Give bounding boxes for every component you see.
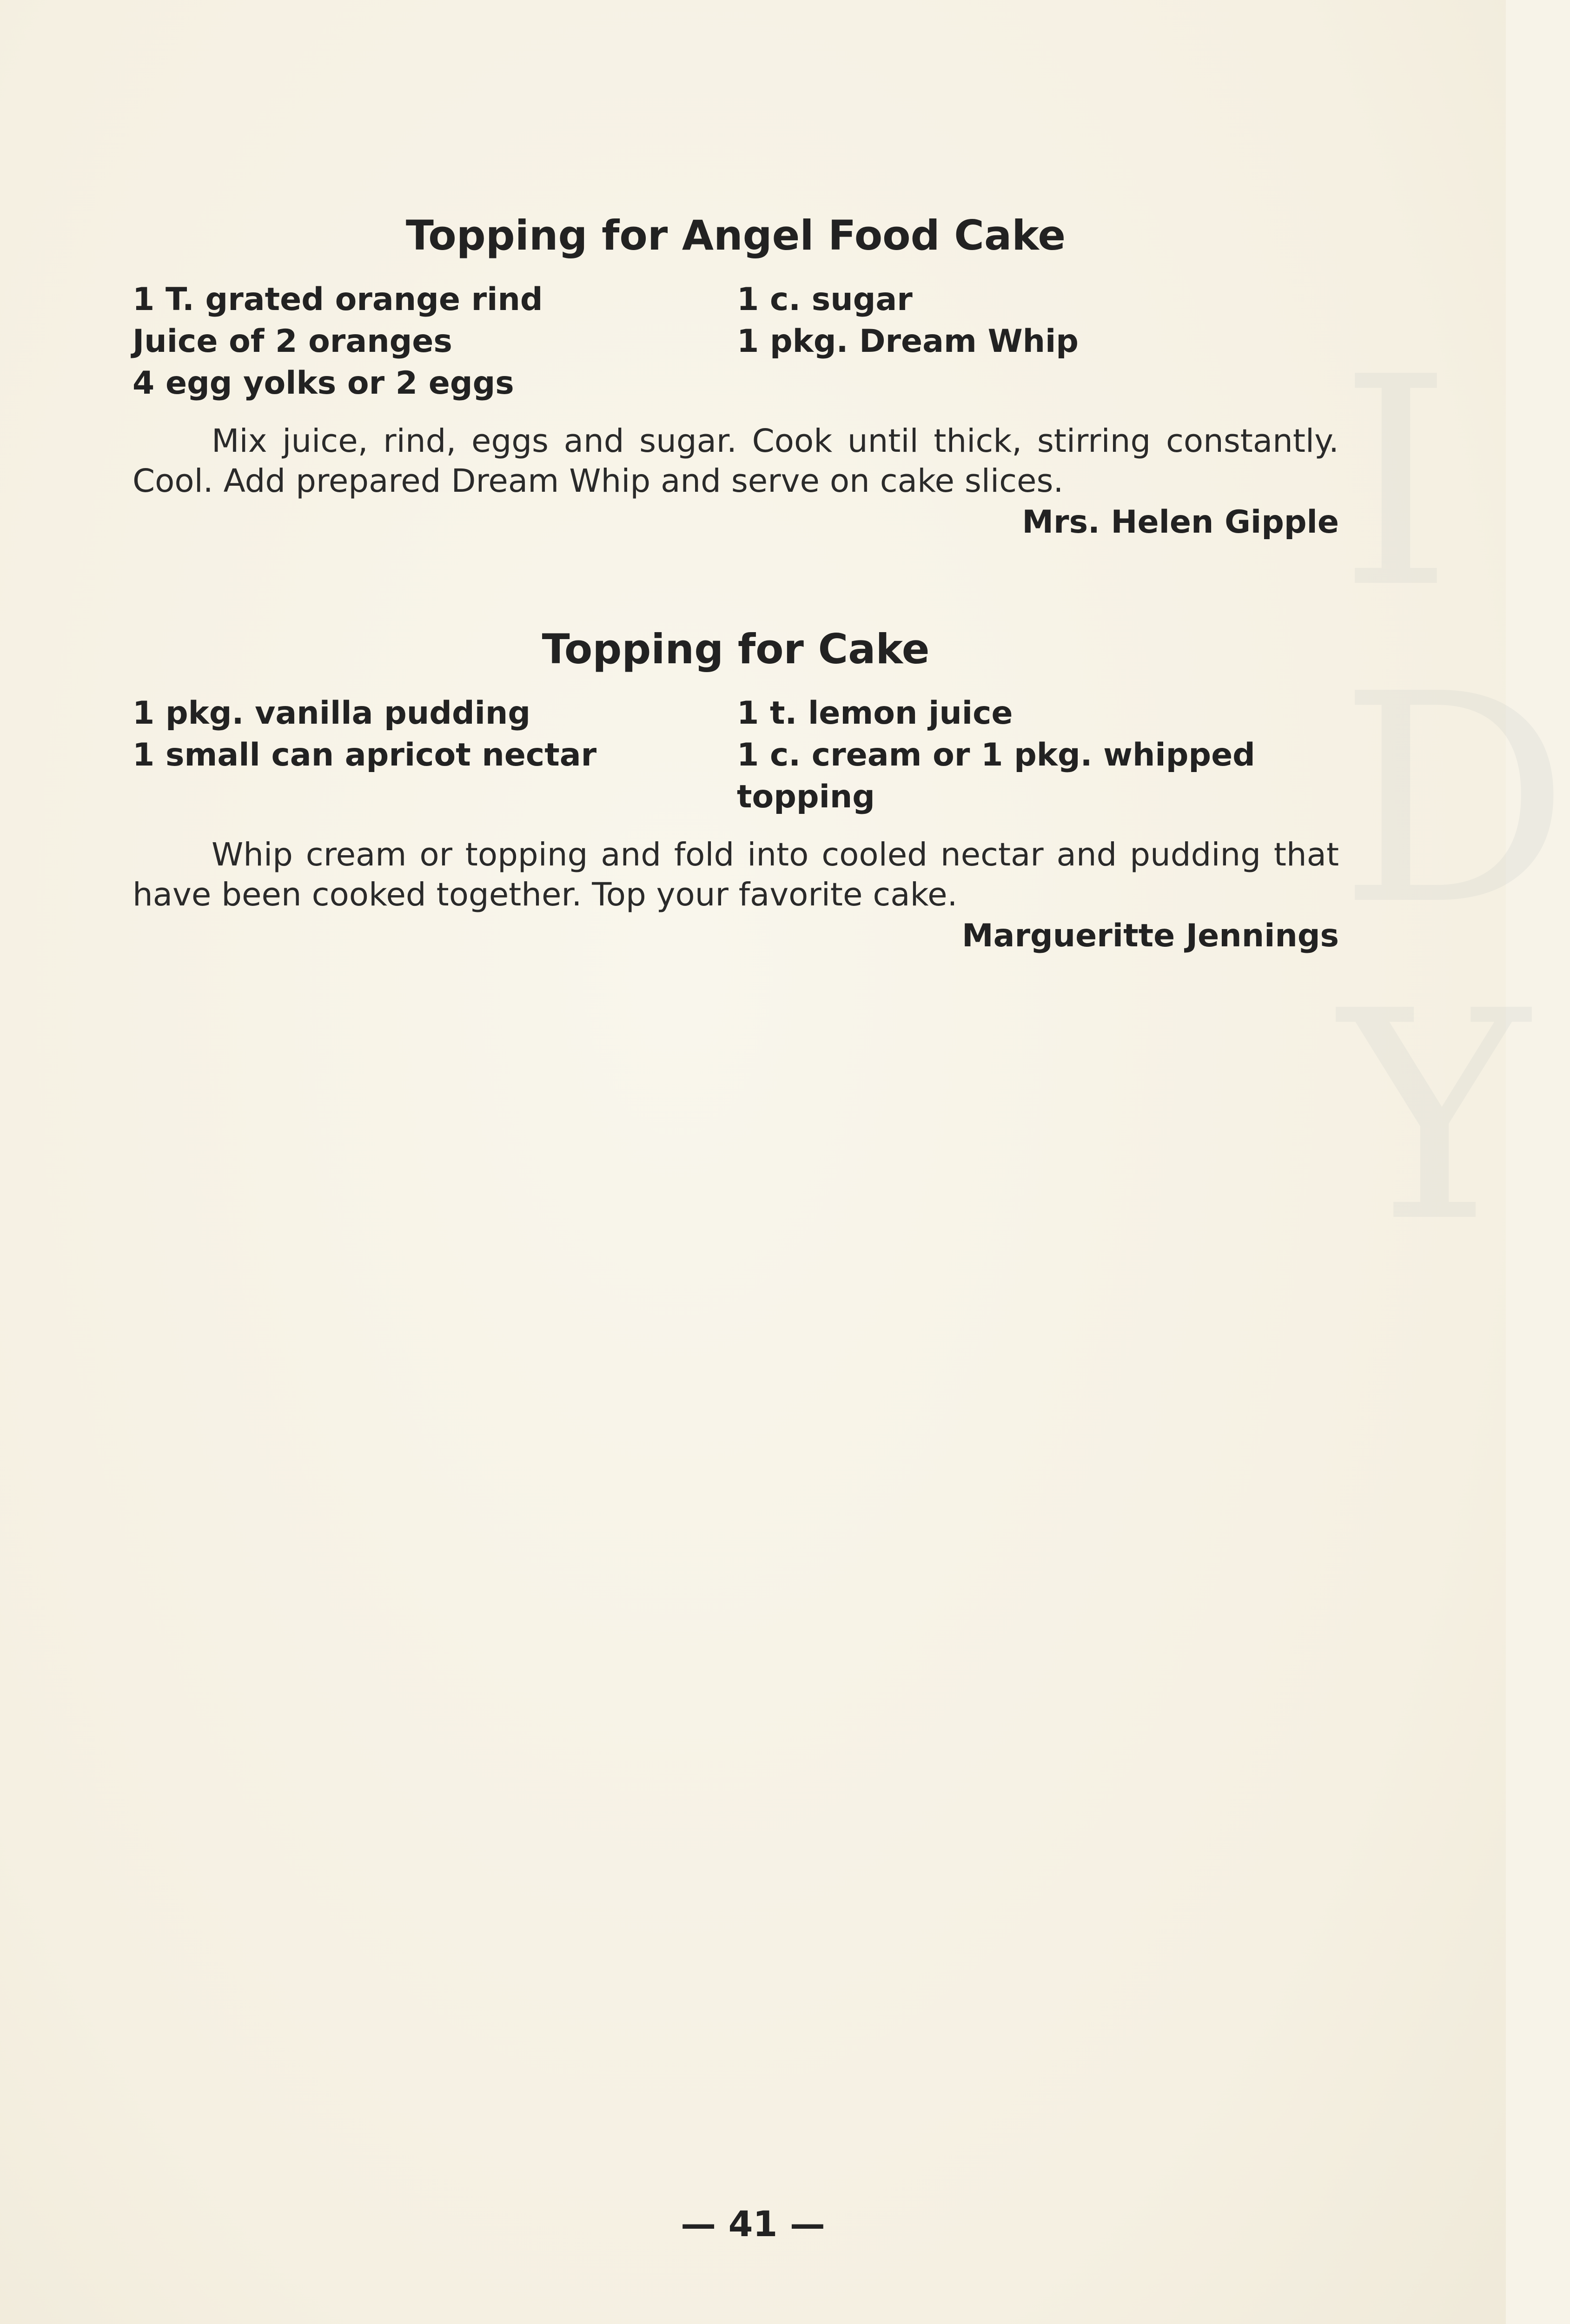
- ingredient-item: 1 t. lemon juice: [737, 695, 1013, 732]
- recipe-title: Topping for Angel Food Cake: [405, 211, 1066, 259]
- ingredient-column-right: [737, 693, 1339, 818]
- ingredient-column-left: [132, 279, 737, 404]
- faint-background-letters: I D Y: [1339, 316, 1570, 1285]
- recipe-author: Margueritte Jennings: [961, 918, 1339, 954]
- ingredient-list: [132, 279, 1339, 404]
- ingredient-column-left: [132, 693, 737, 818]
- ingredient-item: 1 c. cream or 1 pkg. whipped topping: [737, 737, 1255, 815]
- ingredient-list: [132, 693, 1339, 818]
- ingredient-item: 4 egg yolks or 2 eggs: [132, 365, 514, 402]
- page-number: — 41 —: [681, 2203, 825, 2245]
- recipe-cake-topping: [132, 625, 1339, 954]
- ingredient-item: 1 small can apricot nectar: [132, 737, 597, 773]
- recipe-directions: Whip cream or topping and fold into cooled nectar and pudding that have been cooked together. Top your favorite cake.: [132, 836, 1339, 913]
- recipe-title: Topping for Cake: [542, 625, 930, 673]
- recipe-author: Mrs. Helen Gipple: [1022, 504, 1339, 541]
- recipe-angel-food-topping: [132, 211, 1339, 541]
- ingredient-column-right: [737, 279, 1339, 404]
- ingredient-item: 1 pkg. vanilla pudding: [132, 695, 531, 732]
- ingredient-item: Juice of 2 oranges: [132, 323, 452, 360]
- ingredient-item: 1 T. grated orange rind: [132, 281, 543, 318]
- ingredient-item: 1 pkg. Dream Whip: [737, 323, 1079, 360]
- recipe-directions: Mix juice, rind, eggs and sugar. Cook until thick, stirring constantly. Cool. Add prepared Dream Whip and serve on cake slices.: [132, 423, 1339, 500]
- ingredient-item: 1 c. sugar: [737, 281, 913, 318]
